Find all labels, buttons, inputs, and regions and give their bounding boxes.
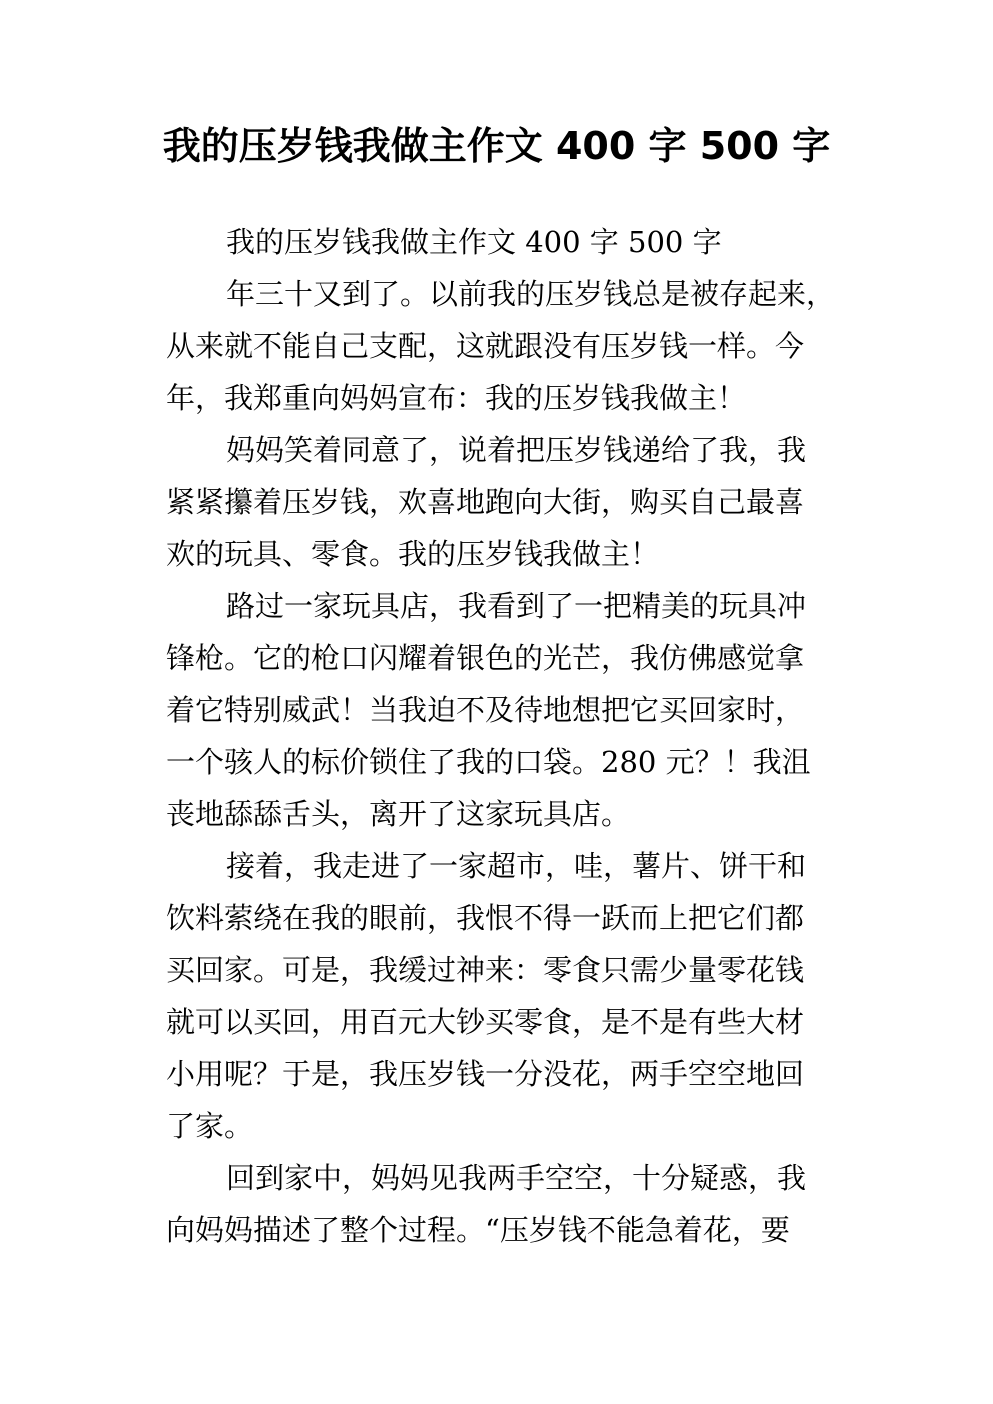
text-line: 妈妈笑着同意了，说着把压岁钱递给了我，我 [226, 433, 807, 467]
text-line: 锋枪。它的枪口闪耀着银色的光芒，我仿佛感觉拿 [166, 641, 805, 675]
text-line: 买回家。可是，我缓过神来：零食只需少量零花钱 [166, 953, 805, 987]
document-title: 我的压岁钱我做主作文 400 字 500 字 [162, 124, 831, 168]
text-line: 就可以买回，用百元大钞买零食，是不是有些大材 [166, 1005, 805, 1039]
text-line: 紧紧攥着压岁钱，欢喜地跑向大街，购买自己最喜 [166, 485, 805, 519]
text-line: 欢的玩具、零食。我的压岁钱我做主！ [166, 537, 660, 571]
text-line: 一个骇人的标价锁住了我的口袋。280 元？！我沮 [166, 745, 811, 779]
text-line: 回到家中，妈妈见我两手空空，十分疑惑，我 [226, 1161, 807, 1195]
text-line: 丧地舔舔舌头，离开了这家玩具店。 [166, 797, 631, 831]
text-line: 路过一家玩具店，我看到了一把精美的玩具冲 [226, 589, 807, 623]
text-line: 从来就不能自己支配，这就跟没有压岁钱一样。今 [166, 329, 805, 363]
text-line: 年三十又到了。以前我的压岁钱总是被存起来， [226, 277, 836, 311]
text-line: 小用呢？于是，我压岁钱一分没花，两手空空地回 [166, 1057, 805, 1091]
text-line: 饮料萦绕在我的眼前，我恨不得一跃而上把它们都 [166, 901, 805, 935]
text-line: 年，我郑重向妈妈宣布：我的压岁钱我做主！ [166, 381, 747, 415]
text-line: 了家。 [166, 1109, 254, 1143]
text-line: 着它特别威武！当我迫不及待地想把它买回家时， [166, 693, 805, 727]
document-body [166, 216, 836, 1256]
text-line: 接着，我走进了一家超市，哇，薯片、饼干和 [226, 849, 807, 883]
text-line: 我的压岁钱我做主作文 400 字 500 字 [226, 225, 722, 259]
text-line: 向妈妈描述了整个过程。“压岁钱不能急着花，要 [166, 1213, 790, 1247]
